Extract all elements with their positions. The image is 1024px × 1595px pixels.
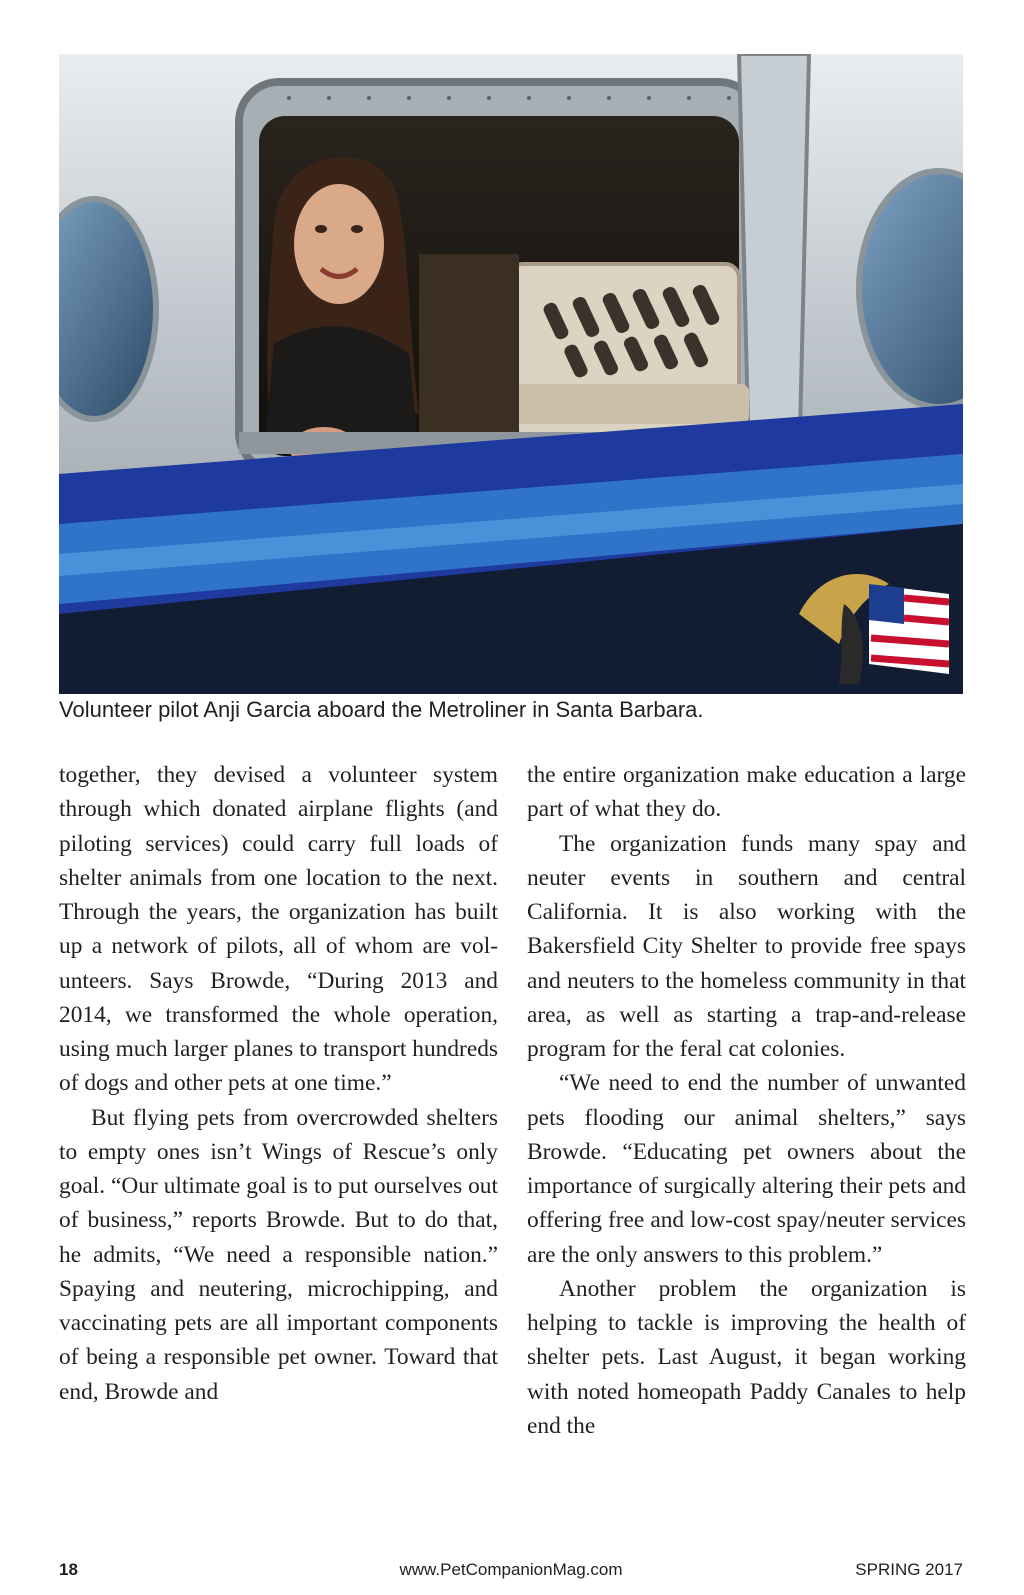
page-number: 18: [59, 1560, 78, 1579]
article-column-left: [59, 758, 498, 1409]
article-column-right: [527, 758, 966, 1443]
article-photo: [59, 54, 963, 694]
article-paragraph: But flying pets from overcrowded shelters to empty ones isn’t Wings of Rescue’s only goal. “Our ultimate goal is to put ourselves out of business,” reports Browde. But to do that, he admits, “We need a responsible nation.” Spaying and neutering, microchipping, and vaccinating pets are all important components of being a responsible pet owner. Toward that end, Browde and: [59, 1104, 498, 1405]
page-footer: [59, 1560, 963, 1584]
article-paragraph: together, they devised a volunteer system through which donated airplane flights (and piloting services) could carry full loads of shelter animals from one location to the next. Through the years, the organization has built up a network of pilots, all of whom are volunteers. Says Browde, “During 2013 and 2014, we transformed the whole operation, using much larger planes to transport hundreds of dogs and other pets at one time.”: [59, 762, 498, 1097]
article-paragraph: Another problem the organization is helping to tackle is improving the health of shelter pets. Last August, it began working with noted homeopath Paddy Canales to help end the: [527, 1275, 966, 1439]
article-paragraph: the entire organization make education a large part of what they do.: [527, 762, 966, 823]
issue-label: SPRING 2017: [855, 1560, 963, 1579]
airplane-photo-illustration: [59, 54, 963, 694]
website-url: www.PetCompanionMag.com: [399, 1560, 623, 1579]
photo-caption: Volunteer pilot Anji Garcia aboard the Metroliner in Santa Barbara.: [59, 697, 704, 722]
article-paragraph: “We need to end the number of unwanted pets flooding our animal shelters,” says Browde. “Educating pet owners about the importance of surgically altering their pets and offering free and low-cost spay/neuter services are the only answers to this problem.”: [527, 1070, 966, 1268]
article-paragraph: The organization funds many spay and neuter events in southern and central California. It is also working with the Bakersfield City Shelter to provide free spays and neuters to the homeless community in that area, as well as starting a trap-and-release program for the feral cat colonies.: [527, 830, 966, 1062]
